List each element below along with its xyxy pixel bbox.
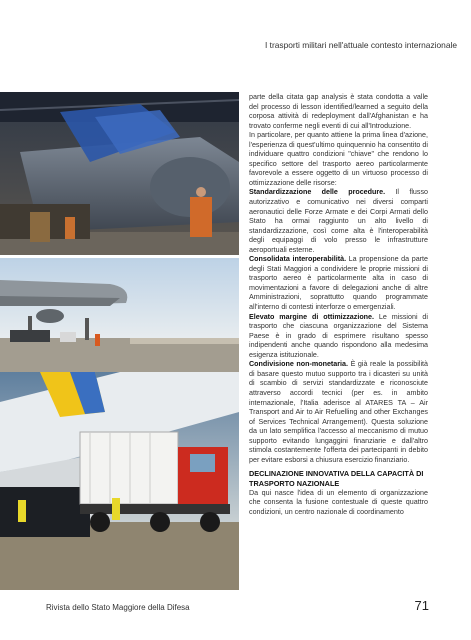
running-title: I trasporti militari nell'attuale contesto internazionale	[265, 40, 457, 50]
list-item-title: Condivisione non-monetaria.	[249, 360, 348, 369]
photo-tanker-aircraft-apron	[0, 258, 239, 376]
paragraph: Da qui nasce l'idea di un elemento di organizzazione che consenta la fusione contestuale di queste quattro condizioni, un centro nazionale di coordinamento	[249, 488, 428, 516]
list-item-interoperability	[249, 255, 428, 312]
list-item-text: La propensione da parte degli Stati Maggiori a condividere le proprie missioni di trasporto aereo è particolarmente alta in caso di movimentazioni a favore di delegazioni anche di altre Amministrazioni, soprattutto quando programmate all'interno di contesti interforze o emergenziali.	[249, 255, 429, 312]
list-item-optimization	[249, 313, 428, 361]
article-text	[249, 93, 428, 517]
list-item-standardization	[249, 188, 428, 255]
paragraph: In particolare, per quanto attiene la prima linea d'azione, l'esperienza di quest'ultimo quinquennio ha consentito di individuare quattro condizioni "chiave" che rendono lo specifico settore del trasporto aereo particolarmente favorevole a essere oggetto di un virtuoso processo di ottimizzazione delle risorse:	[249, 131, 428, 187]
paragraph: parte della citata gap analysis è stata condotta a valle del processo di lesson identified/learned a seguito della corposa attività di redeployment dall'Afghanistan e ha trovato conferme negli eventi di cui all'Introduzione.	[249, 93, 428, 130]
photo-aircraft-hangar-loading	[0, 92, 239, 255]
publication-name: Rivista dello Stato Maggiore della Difesa	[46, 603, 190, 612]
photo-cargo-aircraft-truck	[0, 372, 239, 590]
page-number: 71	[414, 598, 429, 613]
section-heading: DECLINAZIONE INNOVATIVA DELLA CAPACITÀ DI TRASPORTO NAZIONALE	[249, 469, 424, 488]
list-item-text: È già reale la possibilità di basare questo mutuo supporto tra i dicasteri su unità di scambio di servizi standardizzate e riconosciute attraverso accordi tecnici (per es. in ambito internazionale, l'Italia aderisce al ATARES TA – Air Transport and Air to Air Refuelling and other Exchanges of Services Technical Arrangement). Questa soluzione da un lato semplifica l'accesso al meccanismo di mutuo supporto evitando lungaggini finanziarie e dall'altro stimola costantemente l'offerta dei partecipanti in debito per evitare esborsi a chiusura esercizio finanziario.	[249, 360, 428, 464]
list-item-text: Le missioni di trasporto che ciascuna organizzazione del Sistema Paese è in grado di esprimere risultano spesso indipendenti anche quando rispondono alla medesima esigenza istituzionale.	[249, 312, 428, 359]
list-item-title: Elevato margine di ottimizzazione.	[249, 312, 374, 321]
list-item-title: Standardizzazione delle procedure.	[249, 188, 386, 197]
list-item-title: Consolidata interoperabilità.	[249, 255, 347, 264]
list-item-non-monetary	[249, 360, 428, 465]
list-item-text: Il flusso autorizzativo e comunicativo nei diversi comparti aeronautici delle Forze Armate e dei Corpi Armati dello Stato ha ormai raggiunto un alto livello di standardizzazione, così come alta è l'interoperabilità degli equipaggi di volo presso le infrastrutture aeroportuali esterne.	[249, 188, 428, 254]
